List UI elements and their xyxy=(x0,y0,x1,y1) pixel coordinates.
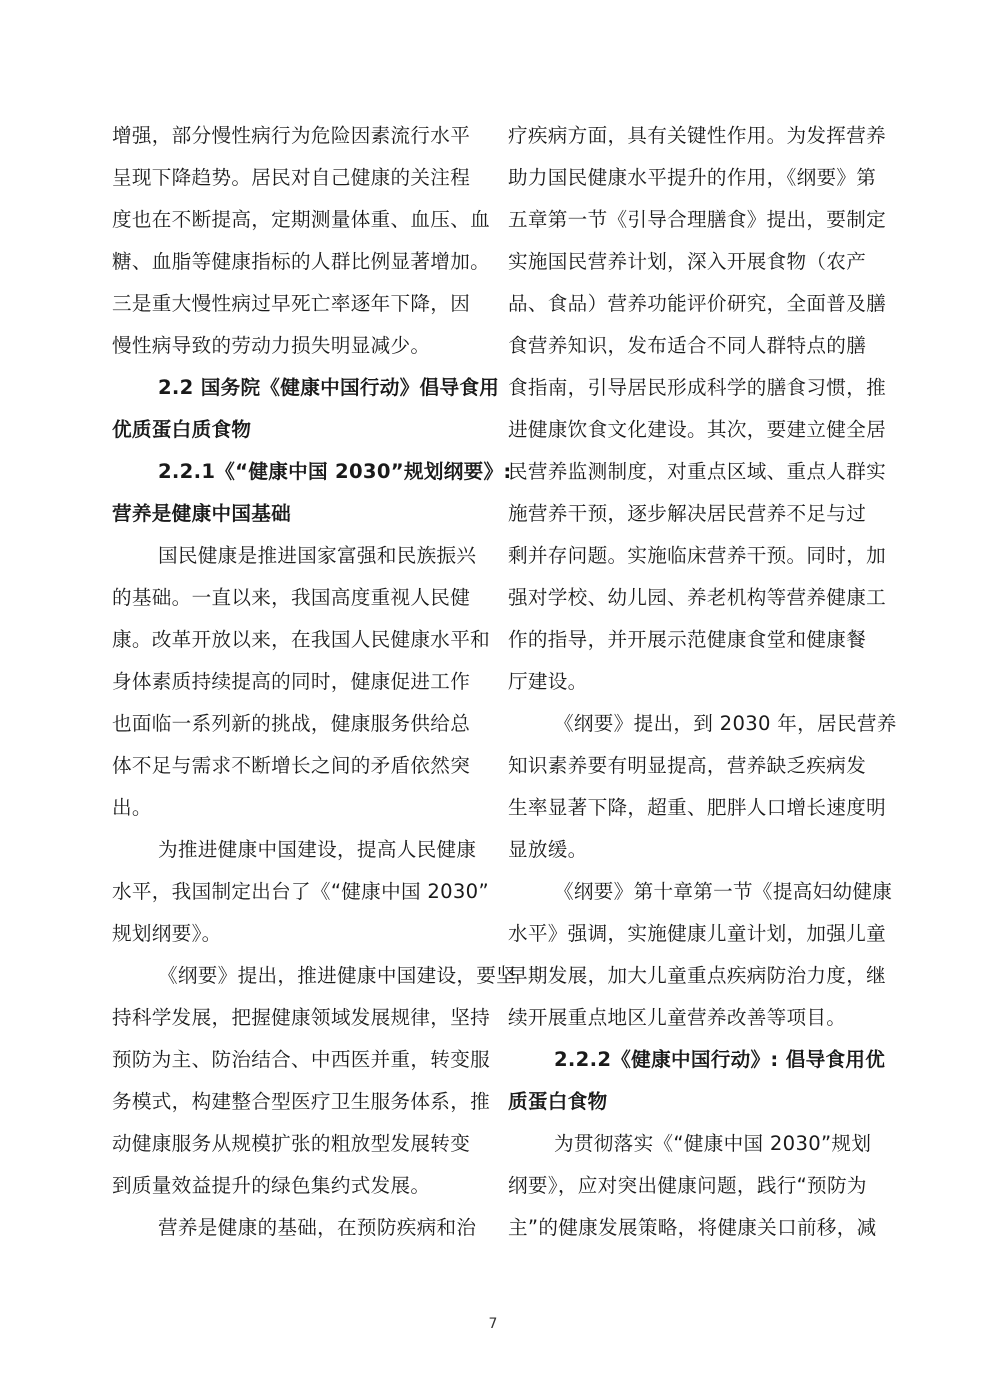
text-line: 《纲要》提出，到 2030 年，居民营养 xyxy=(554,712,897,735)
section-heading-line: 质蛋白食物 xyxy=(508,1090,608,1113)
text-line: 出。 xyxy=(112,796,152,819)
text-line: 生率显著下降，超重、肥胖人口增长速度明 xyxy=(508,796,886,819)
text-line: 水平，我国制定出台了《“健康中国 2030” xyxy=(112,880,489,903)
text-line: 显放缓。 xyxy=(508,838,588,861)
text-line: 慢性病导致的劳动力损失明显减少。 xyxy=(112,334,431,357)
text-line: 增强，部分慢性病行为危险因素流行水平 xyxy=(112,124,471,147)
text-line: 进健康饮食文化建设。其次，要建立健全居 xyxy=(508,418,886,441)
text-line: 食指南，引导居民形成科学的膳食习惯，推 xyxy=(508,376,886,399)
text-line: 五章第一节《引导合理膳食》提出，要制定 xyxy=(508,208,886,231)
text-line: 早期发展，加大儿童重点疾病防治力度，继 xyxy=(508,964,886,987)
text-line: 糖、血脂等健康指标的人群比例显著增加。 xyxy=(112,250,490,273)
text-line: 《纲要》提出，推进健康中国建设，要坚 xyxy=(158,964,517,987)
text-line: 康。改革开放以来，在我国人民健康水平和 xyxy=(112,628,490,651)
text-line: 纲要》，应对突出健康问题，践行“预防为 xyxy=(508,1174,867,1197)
text-line: 为贯彻落实《“健康中国 2030”规划 xyxy=(554,1132,872,1155)
text-line: 预防为主、防治结合、中西医并重，转变服 xyxy=(112,1048,490,1071)
text-line: 施营养干预，逐步解决居民营养不足与过 xyxy=(508,502,867,525)
text-line: 也面临一系列新的挑战，健康服务供给总 xyxy=(112,712,471,735)
text-line: 续开展重点地区儿童营养改善等项目。 xyxy=(508,1006,847,1029)
text-line: 营养是健康的基础，在预防疾病和治 xyxy=(158,1216,477,1239)
section-heading-line: 2.2.2《健康中国行动》: 倡导食用优 xyxy=(554,1048,886,1071)
section-heading-line: 2.2 国务院《健康中国行动》倡导食用 xyxy=(158,376,500,399)
text-line: 疗疾病方面，具有关键性作用。为发挥营养 xyxy=(508,124,886,147)
text-line: 三是重大慢性病过早死亡率逐年下降，因 xyxy=(112,292,471,315)
text-line: 厅建设。 xyxy=(508,670,588,693)
text-line: 动健康服务从规模扩张的粗放型发展转变 xyxy=(112,1132,471,1155)
text-line: 规划纲要》。 xyxy=(112,922,222,945)
text-line: 持科学发展，把握健康领域发展规律，坚持 xyxy=(112,1006,490,1029)
page-number: 7 xyxy=(488,1316,498,1332)
text-line: 务模式，构建整合型医疗卫生服务体系，推 xyxy=(112,1090,490,1113)
text-line: 剩并存问题。实施临床营养干预。同时，加 xyxy=(508,544,886,567)
text-line: 国民健康是推进国家富强和民族振兴 xyxy=(158,544,477,567)
right-column xyxy=(508,115,897,1249)
text-line: 体不足与需求不断增长之间的矛盾依然突 xyxy=(112,754,471,777)
text-line: 呈现下降趋势。居民对自己健康的关注程 xyxy=(112,166,471,189)
text-line: 民营养监测制度，对重点区域、重点人群实 xyxy=(508,460,886,483)
text-line: 食营养知识，发布适合不同人群特点的膳 xyxy=(508,334,867,357)
text-line: 《纲要》第十章第一节《提高妇幼健康 xyxy=(554,880,893,903)
text-line: 的基础。一直以来，我国高度重视人民健 xyxy=(112,586,471,609)
text-line: 身体素质持续提高的同时，健康促进工作 xyxy=(112,670,471,693)
text-line: 水平》强调，实施健康儿童计划，加强儿童 xyxy=(508,922,886,945)
left-column xyxy=(112,115,517,1249)
text-line: 为推进健康中国建设，提高人民健康 xyxy=(158,838,477,861)
text-line: 强对学校、幼儿园、养老机构等营养健康工 xyxy=(508,586,886,609)
text-line: 到质量效益提升的绿色集约式发展。 xyxy=(112,1174,431,1197)
text-line: 主”的健康发展策略，将健康关口前移，减 xyxy=(508,1216,877,1239)
text-line: 作的指导，并开展示范健康食堂和健康餐 xyxy=(508,628,867,651)
text-line: 知识素养要有明显提高，营养缺乏疾病发 xyxy=(508,754,867,777)
section-heading-line: 2.2.1《“健康中国 2030”规划纲要》: xyxy=(158,460,512,483)
section-heading-line: 营养是健康中国基础 xyxy=(112,502,292,525)
text-line: 助力国民健康水平提升的作用，《纲要》第 xyxy=(508,166,877,189)
text-line: 度也在不断提高，定期测量体重、血压、血 xyxy=(112,208,490,231)
text-line: 品、食品）营养功能评价研究，全面普及膳 xyxy=(508,292,886,315)
text-line: 实施国民营养计划，深入开展食物（农产 xyxy=(508,250,867,273)
section-heading-line: 优质蛋白质食物 xyxy=(112,418,252,441)
